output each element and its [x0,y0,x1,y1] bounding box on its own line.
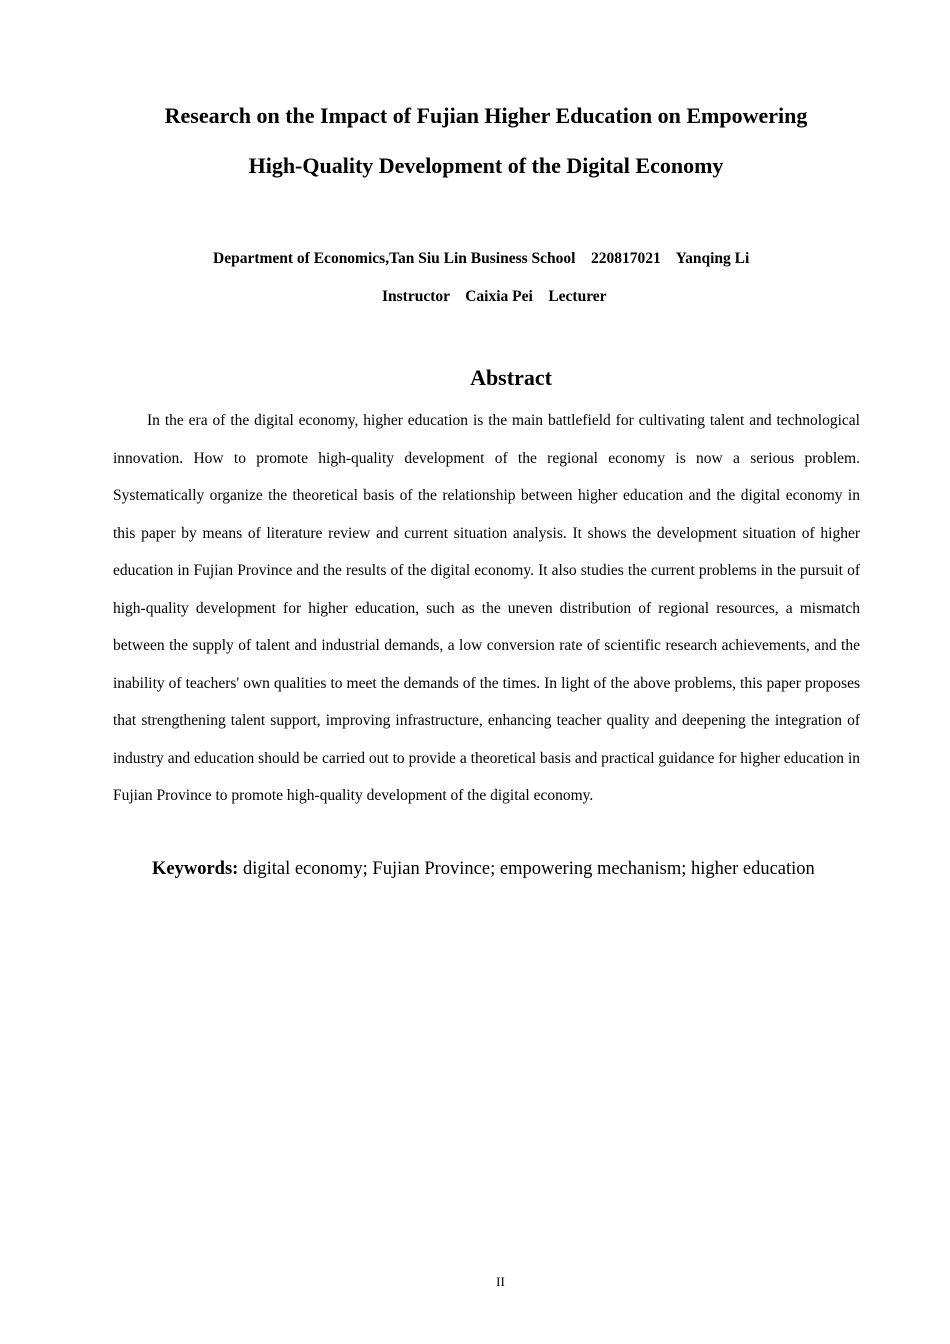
abstract-body: In the era of the digital economy, higher education is the main battlefield for cultivating talent and technological innovation. How to promote high-quality development of the regional economy is now a serious problem. Systematically organize the theoretical basis of the relationship between higher education and the digital economy in this paper by means of literature review and current situation analysis. It shows the development situation of higher education in Fujian Province and the results of the digital economy. It also studies the current problems in the pursuit of high-quality development for higher education, such as the uneven distribution of regional resources, a mismatch between the supply of talent and industrial demands, a low conversion rate of scientific research achievements, and the inability of teachers' own qualities to meet the demands of the times. In light of the above problems, this paper proposes that strengthening talent support, improving infrastructure, enhancing teacher quality and deepening the integration of industry and education should be carried out to provide a theoretical basis and practical guidance for higher education in Fujian Province to promote high-quality development of the digital economy. [113,412,860,804]
keywords-text: digital economy; Fujian Province; empowering mechanism; higher education [238,859,815,879]
paper-title-line-2: High-Quality Development of the Digital Economy [248,153,724,178]
keywords-label: Keywords: [152,859,239,879]
paper-title-line-1: Research on the Impact of Fujian Higher Education on Empowering [164,103,808,128]
author-affiliation-line: Department of Economics,Tan Siu Lin Business School 220817021 Yanqing Li [213,250,750,267]
instructor-line: Instructor Caixia Pei Lecturer [382,288,607,305]
keywords-line [152,855,815,883]
page-number: II [496,1274,505,1289]
abstract-heading: Abstract [470,365,552,390]
